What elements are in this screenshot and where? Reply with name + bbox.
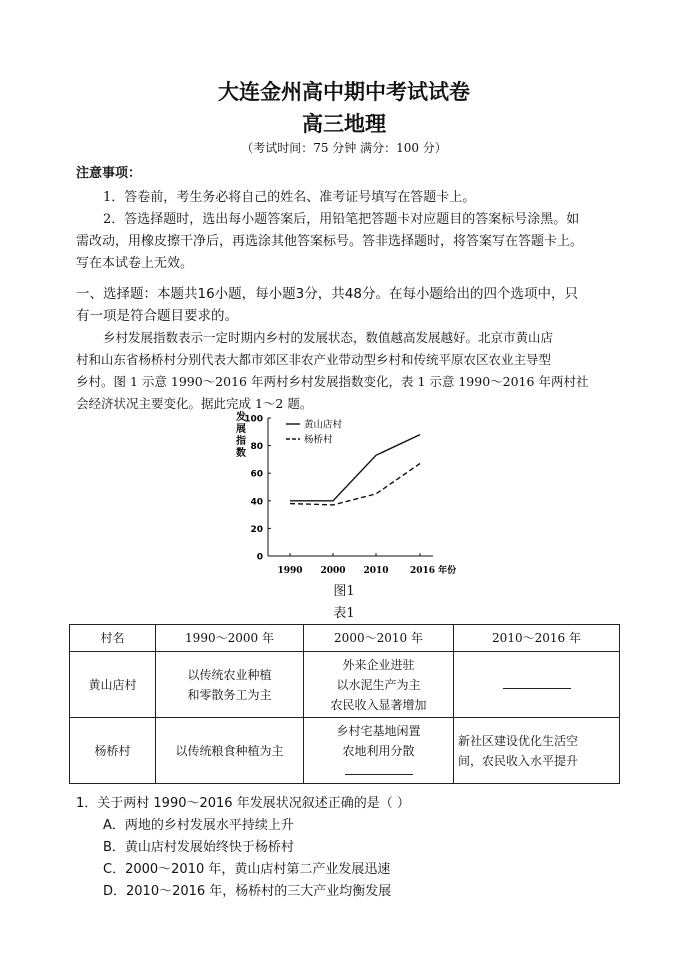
- chart-y-label: [235, 410, 246, 459]
- row1-2000-2010: [304, 652, 454, 718]
- question-1-option-c: C．2000～2010 年，黄山店村第二产业发展迅速: [103, 862, 391, 877]
- notice-item-1: 1．答卷前，考生务必将自己的姓名、准考证号填写在答题卡上。: [103, 190, 476, 205]
- x-tick-label: 2016 年份: [410, 566, 457, 576]
- passage-line-2: 村和山东省杨桥村分别代表大都市郊区非农产业带动型乡村和传统平原农区农业主导型: [76, 352, 552, 367]
- section-1-heading: 一、选择题：本题共16小题，每小题3分，共48分。在每小题给出的四个选项中，只: [76, 286, 578, 302]
- x-tick-label: 2010: [363, 566, 389, 576]
- development-index-chart: [228, 410, 468, 580]
- row1-c2-line1: 外来企业进驻: [342, 657, 415, 672]
- table-row-yangqiao: [70, 718, 620, 784]
- legend-label-0: 黄山店村: [304, 419, 343, 431]
- question-1-option-d: D．2010～2016 年，杨桥村的三大产业均衡发展: [103, 884, 392, 899]
- legend-label-1: 杨桥村: [304, 434, 333, 446]
- question-1-stem: 1．关于两村 1990～2016 年发展状况叙述正确的是（ ）: [76, 796, 410, 811]
- notice-item-2-line-3: 写在本试卷上无效。: [76, 256, 194, 271]
- passage-line-4: 会经济状况主要变化。据此完成 1～2 题。: [76, 396, 313, 411]
- question-1-option-b: B．黄山店村发展始终快于杨桥村: [103, 840, 294, 855]
- exam-title: 大连金州高中期中考试试卷: [218, 80, 470, 104]
- y-tick-label: 60: [250, 469, 263, 480]
- exam-subject: 高三地理: [302, 112, 386, 136]
- row1-c1-line2: 和零散务工为主: [187, 687, 272, 702]
- chart-legend: [286, 419, 343, 446]
- chart-y-ticks: [244, 415, 271, 563]
- header-2000-2010: 2000～2010 年: [304, 625, 454, 652]
- figure-1-caption: 图1: [333, 584, 355, 599]
- passage-line-3: 乡村。图 1 示意 1990～2016 年两村乡村发展指数变化，表 1 示意 1990～2016 年两村社: [76, 374, 589, 389]
- y-label-char: 发: [236, 412, 246, 423]
- table-header-row: [70, 625, 620, 652]
- header-2010-2016: 2010～2016 年: [454, 625, 620, 652]
- row1-name: 黄山店村: [70, 652, 156, 718]
- question-1-option-a: A．两地的乡村发展水平持续上升: [103, 818, 294, 833]
- row1-c2-line2: 以水泥生产为主: [336, 677, 421, 692]
- x-tick-label: 1990: [277, 566, 303, 576]
- table-1: [69, 624, 620, 784]
- row2-2010-2016: [454, 718, 620, 784]
- y-tick-label: 40: [250, 497, 263, 508]
- answer-blank-2: [345, 762, 413, 775]
- y-tick-label: 0: [256, 552, 263, 563]
- row1-c2-line3: 农民收入显著增加: [330, 697, 427, 712]
- row2-c3-line2: 间，农民收入水平提升: [458, 753, 579, 768]
- row2-c2-line2: 农地利用分散: [342, 743, 415, 758]
- row2-2000-2010: [304, 718, 454, 784]
- row1-1990-2000: [156, 652, 304, 718]
- y-label-char: 展: [236, 424, 246, 435]
- row2-1990-2000: 以传统粮食种植为主: [156, 718, 304, 784]
- notice-item-2-line-1: 2．答选择题时，选出每小题答案后，用铅笔把答题卡对应题目的答案标号涂黑。如: [103, 212, 580, 227]
- y-label-char: 数: [236, 448, 246, 459]
- x-tick-label: 2000: [320, 566, 346, 576]
- notice-item-2-line-2: 需改动，用橡皮擦干净后，再选涂其他答案标号。答非选择题时，将答案写在答题卡上。: [76, 234, 584, 249]
- row1-c1-line1: 以传统农业种植: [187, 667, 272, 682]
- y-tick-label: 20: [250, 524, 263, 535]
- row2-c3-line1: 新社区建设优化生活空: [458, 733, 579, 748]
- row2-name: 杨桥村: [70, 718, 156, 784]
- section-1-heading-cont: 有一项是符合题目要求的。: [76, 308, 238, 324]
- answer-blank-1: [503, 676, 571, 689]
- y-label-char: 指: [236, 436, 246, 447]
- row2-c2-line1: 乡村宅基地闲置: [336, 723, 421, 738]
- y-tick-label: 100: [244, 414, 263, 425]
- passage-line-1: 乡村发展指数表示一定时期内乡村的发展状态，数值越高发展越好。北京市黄山店: [103, 330, 554, 345]
- exam-info: （考试时间：75 分钟 满分：100 分）: [241, 141, 447, 155]
- notice-heading: 注意事项：: [76, 166, 142, 181]
- series-line-yangqiao: [290, 464, 420, 505]
- header-village: 村名: [70, 625, 156, 652]
- y-tick-label: 80: [250, 442, 263, 453]
- row1-2010-2016-blank: [454, 652, 620, 718]
- table-row-huangshandian: [70, 652, 620, 718]
- table-1-caption: 表1: [333, 606, 355, 621]
- header-1990-2000: 1990～2000 年: [156, 625, 304, 652]
